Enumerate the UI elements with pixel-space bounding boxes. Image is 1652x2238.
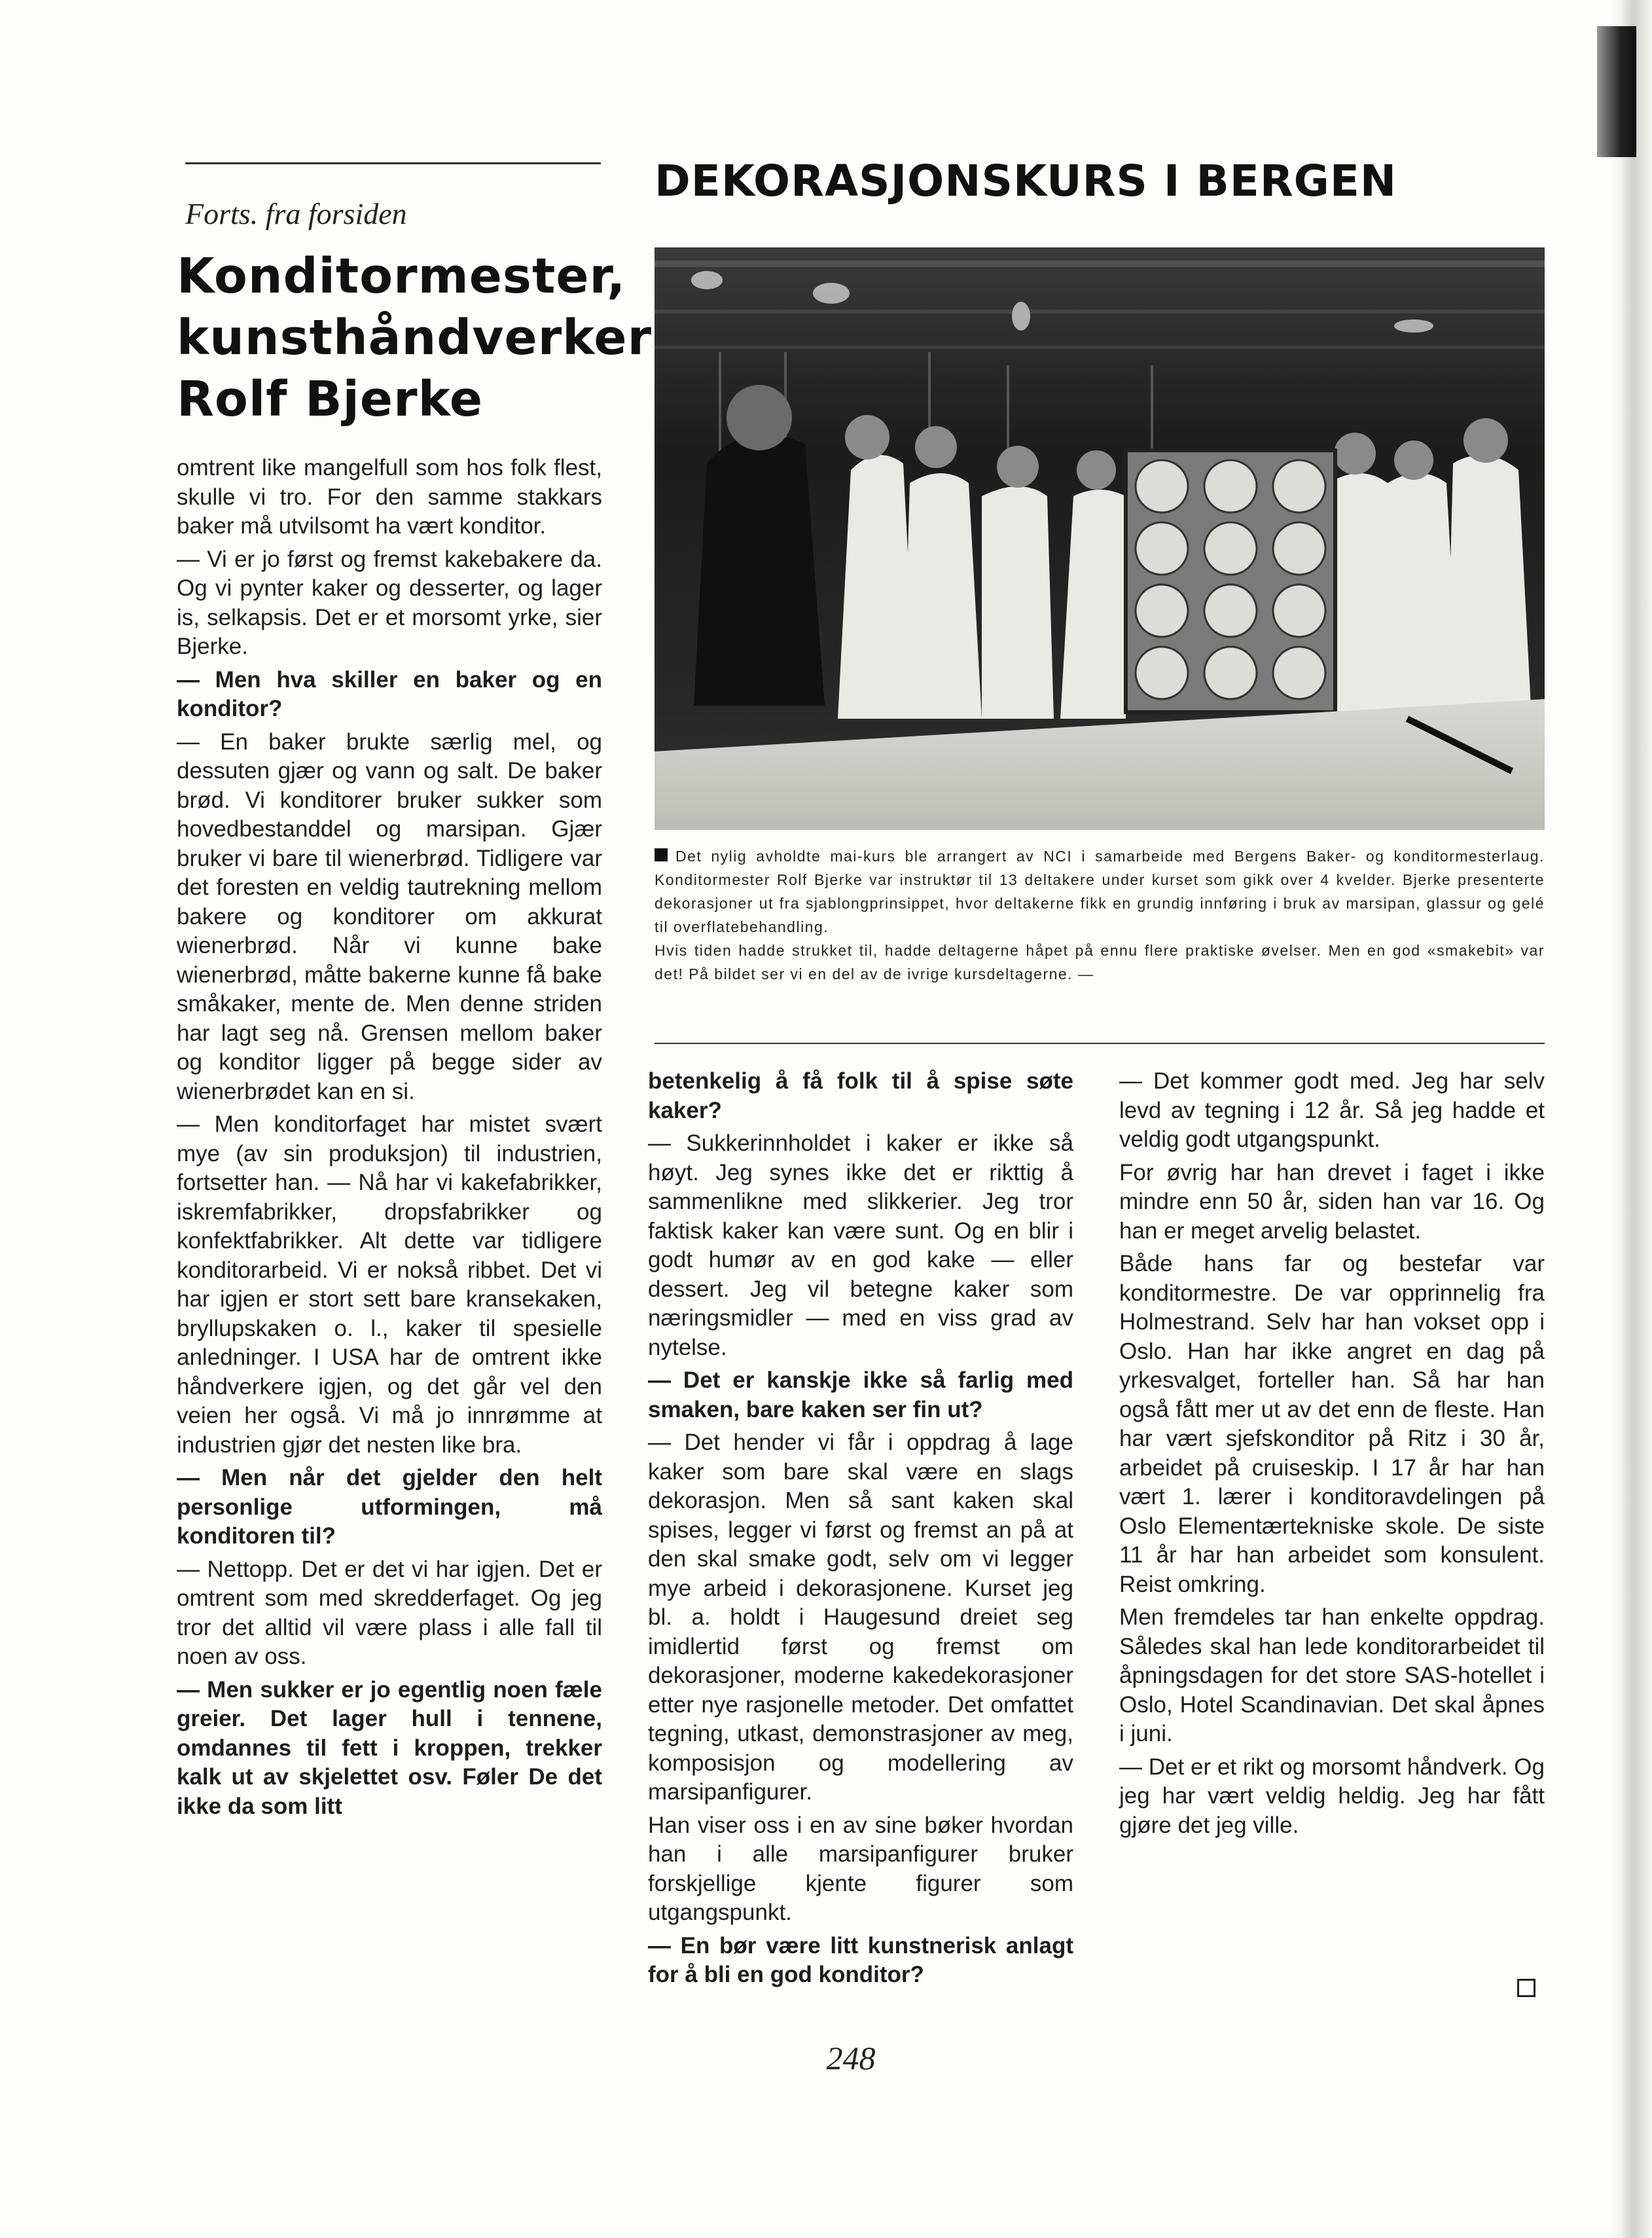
photo-caption (655, 844, 1545, 986)
continued-from-label: Forts. fra forsiden (185, 197, 407, 230)
caption-text-1: Det nylig avholdte mai-kurs ble arrangert av NCI i samarbeide med Bergens Baker- og konditormesterlaug. Konditormester Rolf Bjerke var instruktør til 13 deltakere under kurset som gikk over 4 kvelder. Bjerke presenterte dekorasjoner ut fra sjablongprinsippet, hvor deltakerne fikk en grundig innføring i bruk av marsipan, glassur og gelé til overflatebehandling. (655, 848, 1545, 935)
caption-bottom-rule (655, 1043, 1545, 1044)
article-column-3 (1119, 1067, 1545, 1844)
col1-paragraph: — Men konditorfaget har mistet svært mye (av sin produksjon) til industrien, fortsetter han. — Nå har vi kakefabrikker, iskremfabrikker, dropsfabrikker og konfektfabrikker. Alt dette var tidligere konditorarbeid. Vi er nokså ribbet. Det vi har igjen er stort sett bare kransekaken, bryllupskaken o. l., kaker til spesielle anledninger. I USA har de omtrent ikke håndverkere igjen, og det går vel den veien her også. Vi må jo innrømme at industrien gjør det nesten like bra. (177, 1111, 602, 1458)
col2-question: — En bør være litt kunstnerisk anlagt for å bli en god konditor? (648, 1932, 1073, 1987)
col3-paragraph: Både hans far og bestefar var konditormestre. De var opprinnelig fra Holmestrand. Selv har han vokset opp i Oslo. Han har ikke angret en dag på yrkesvalget, forteller han. Så har han også fått mer ut av det enn de fleste. Han har vært sjefskonditor på Ritz i 30 år, arbeidet på cruiseskip. I 17 år har han vært 1. lærer i konditoravdelingen på Oslo Elementærtekniske skole. De siste 11 år har han arbeidet som konsulent. Reist omkring. (1119, 1251, 1545, 1597)
binding-shadow (1597, 26, 1636, 157)
caption-bullet-icon (655, 848, 668, 861)
article-headline (177, 245, 653, 430)
caption-paragraph-1 (655, 844, 1545, 939)
col3-paragraph: Men fremdeles tar han enkelte oppdrag. Således skal han lede konditorarbeidet til åpningsdagen for det store SAS-hotellet i Oslo, Hotel Scandinavian. Det skal åpnes i juni. (1119, 1604, 1545, 1746)
caption-paragraph-2: Hvis tiden hadde strukket til, hadde deltagerne håpet på ennu flere praktiske øvelser. Men en god «smakebit» var det! På bildet ser vi en del av de ivrige kursdeltagerne. — (655, 942, 1545, 983)
col3-paragraph: For øvrig har han drevet i faget i ikke mindre enn 50 år, siden han var 16. Og han er meget arvelig belastet. (1119, 1159, 1545, 1244)
article-column-1 (177, 454, 602, 1825)
top-rule-left (185, 162, 601, 164)
col2-paragraph: — Det hender vi får i oppdrag å lage kaker som bare skal være en slags dekorasjon. Men så sant kaken skal spises, legger vi først og fremst an på at den skal smake godt, selv om vi legger mye arbeid i dekorasjonene. Kurset jeg bl. a. holdt i Haugesund dreiet seg imidlertid først og fremst om dekorasjoner, moderne kakedekorasjoner etter nye rasjonelle metoder. Det omfattet tegning, utkast, demonstrasjoner av meg, komposisjon og modellering av marsipanfigurer. (648, 1430, 1073, 1805)
page-binding-edge (1610, 0, 1652, 2238)
col3-paragraph: — Det kommer godt med. Jeg har selv levd av tegning i 12 år. Så jeg hadde et veldig godt utgangspunkt. (1119, 1068, 1545, 1152)
page-number: 248 (826, 2040, 876, 2076)
photo-illustration (655, 247, 1545, 830)
headline-line-1: Konditormester, (177, 248, 626, 304)
col2-question: betenkelig å få folk til å spise søte kaker? (648, 1068, 1073, 1123)
col1-question: — Men når det gjelder den helt personlige utformingen, må konditoren til? (177, 1465, 602, 1549)
headline-line-2: kunsthåndverker (177, 310, 653, 366)
col2-question: — Det er kanskje ikke så farlig med smaken, bare kaken ser fin ut? (648, 1367, 1073, 1422)
col1-question: — Men sukker er jo egentlig noen fæle greier. Det lager hull i tennene, omdannes til fett i kroppen, trekker kalk ut av skjelettet osv. Føler De det ikke da som litt (177, 1676, 602, 1819)
course-banner-title: DEKORASJONSKURS I BERGEN (655, 156, 1397, 206)
col1-paragraph: — En baker brukte særlig mel, og dessuten gjær og vann og salt. De baker brød. Vi konditorer bruker sukker som hovedbestanddel og marsipan. Gjær bruker vi bare til wienerbrød. Tidligere var det foresten en veldig tautrekning mellom bakere og konditorer om akkurat wienerbrød. Når vi kunne bake wienerbrød, måtte bakerne kunne få bake småkaker, mente de. Men denne striden har lagt seg nå. Grensen mellom baker og konditor ligger på begge sider av wienerbrødet kan en si. (177, 729, 602, 1104)
course-group-photo (655, 247, 1545, 830)
col1-paragraph: — Nettopp. Det er det vi har igjen. Det er omtrent som med skredderfaget. Og jeg tror det alltid vil være plass i alle fall til noen av oss. (177, 1556, 602, 1669)
article-column-2 (648, 1067, 1073, 1994)
col3-paragraph: — Det er et rikt og morsomt håndverk. Og jeg har vært veldig heldig. Jeg har fått gjøre det jeg ville. (1119, 1754, 1545, 1838)
col1-paragraph: omtrent like mangelfull som hos folk flest, skulle vi tro. For den samme stakkars baker må utvilsomt ha vært konditor. (177, 455, 602, 539)
col2-paragraph: — Sukkerinnholdet i kaker er ikke så høyt. Jeg synes ikke det er rikttig å sammenlikne med slikkerier. Jeg tror faktisk kaker kan være sunt. Og en blir i godt humør av en god kake — eller dessert. Jeg vil betegne kaker som næringsmidler — med en viss grad av nytelse. (648, 1130, 1073, 1360)
end-of-article-box-icon (1517, 1979, 1535, 1997)
col1-paragraph: — Vi er jo først og fremst kakebakere da. Og vi pynter kaker og desserter, og lager is, selkapsis. Det er et morsomt yrke, sier Bjerke. (177, 546, 602, 659)
col1-question: — Men hva skiller en baker og en konditor? (177, 666, 602, 721)
headline-line-3: Rolf Bjerke (177, 371, 484, 427)
col2-paragraph: Han viser oss i en av sine bøker hvordan han i alle marsipanfigurer bruker forskjellige kjente figurer som utgangspunkt. (648, 1812, 1073, 1925)
